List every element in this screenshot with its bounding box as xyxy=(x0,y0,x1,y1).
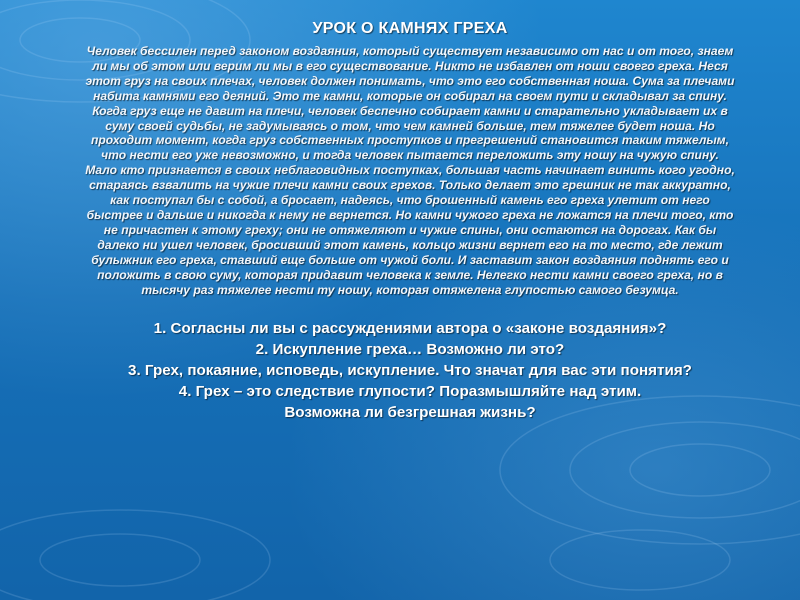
slide-title: УРОК О КАМНЯХ ГРЕХА xyxy=(312,20,508,37)
question-2: 2. Искупление греха… Возможно ли это? xyxy=(255,341,565,359)
question-4-followup: Возможна ли безгрешная жизнь? xyxy=(284,403,536,421)
question-list xyxy=(70,319,750,423)
question-4: 4. Грех – это следствие глупости? Поразмышляйте над этим. xyxy=(178,382,642,400)
parable-text: Человек бессилен перед законом воздаяния, который существует независимо от нас и от того, знаем ли мы об этом или верим ли мы в его существование. Никто не избавлен от ноши своего греха. Неся этот груз на своих плечах, человек должен понимать, что это его собственная ноша. Сума за плечами набита камнями его деяний. Это те камни, которые он собирал на своем пути и складывал за спину. Когда груз еще не давит на плечи, человек беспечно собирает камни и старательно укладывает их в суму своей судьбы, не задумываясь о том, что чем камней больше, тем тяжелее будет ноша. Но проходит момент, когда груз собственных проступков и прегрешений становится таким тяжелым, что нести его уже невозможно, и тогда человек пытается переложить эту ношу на чужую спину. Мало кто признается в своих неблаговидных поступках, большая часть начинает винить кого угодно, стараясь взвалить на чужие плечи камни своих грехов. Только делает это грешник не так аккуратно, как поступал бы с собой, а бросает, надеясь, что брошенный камень его греха улетит от него быстрее и дальше и никогда к нему не вернется. Но камни чужого греха не ложатся на плечи того, кто не причастен к этому греху; они не отяжеляют и чужие спины, они остаются на дорогах. Как бы далеко ни ушел человек, бросивший этот камень, кольцо жизни вернет его на то место, где лежит булыжник его греха, ставший еще больше от чужой боли. И заставит закон воздаяния поднять его и положить в свою суму, которая придавит человека к земле. Нелегко нести камни своего греха, но в тысячу раз тяжелее нести ту ношу, которая отяжелена глупостью самого безумца. xyxy=(85,44,735,297)
slide-content xyxy=(70,12,750,423)
question-1: 1. Согласны ли вы с рассуждениями автора о «законе воздаяния»? xyxy=(153,320,667,338)
question-3: 3. Грех, покаяние, исповедь, искупление. Что значат для вас эти понятия? xyxy=(128,362,692,379)
